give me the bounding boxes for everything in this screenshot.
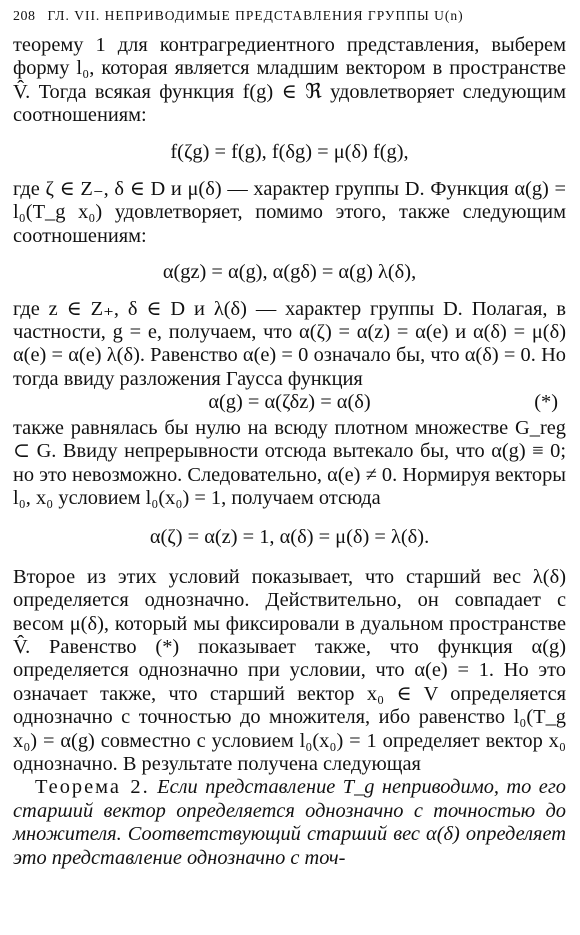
formula-3-tag: (*) — [534, 391, 558, 414]
formula-3-text: α(g) = α(ζδz) = α(δ) — [208, 391, 371, 414]
formula-1-text: f(ζg) = f(g), f(δg) = μ(δ) f(g), — [170, 140, 409, 163]
paragraph-2: где ζ ∈ Z₋, δ ∈ D и μ(δ) — характер группы D. Функция α(g) = l₀(T_g x₀) удовлетворяет, помимо этого, также следующим соотношениям: — [13, 178, 566, 247]
page-number: 208 — [13, 9, 36, 24]
formula-1 — [13, 141, 566, 164]
theorem-body: Если представление T_g неприводимо, то его старший вектор определяется однозначно с точностью до множителя. Соответствующий старший вес α(δ) определяет это представление однозначно с точ- — [13, 776, 566, 869]
running-header — [13, 8, 566, 34]
paragraph-5: Второе из этих условий показывает, что старший вес λ(δ) определяется однозначно. Действительно, он совпадает с весом μ(δ), который мы фиксировали в дуальном пространстве V̂. Равенство (*) показывает также, что функция α(g) определяется однозначно при условии, что α(e) = 1. Но это означает также, что старший вектор x₀ ∈ V определяется однозначно с точностью до множителя, ибо равенство l₀(T_g x₀) = α(g) совместно с условием l₀(x₀) = 1 определяет вектор x₀ однозначно. В результате получена следующая — [13, 565, 566, 775]
theorem-2 — [13, 776, 566, 870]
formula-2-text: α(gz) = α(g), α(gδ) = α(g) λ(δ), — [162, 261, 417, 284]
paragraph-4: также равнялась бы нулю на всюду плотном множестве G_reg ⊂ G. Ввиду непрерывности отсюда вытекало бы, что α(g) ≡ 0; но это невозможно. Следовательно, α(e) ≠ 0. Нормируя векторы l₀, x₀ условием l₀(x₀) = 1, получаем отсюда — [13, 416, 566, 509]
paragraph-1: теорему 1 для контрагредиентного представления, выберем форму l₀, которая является младшим вектором в пространстве V̂. Тогда всякая функция f(g) ∈ ℜ удовлетворяет следующим соотношениям: — [13, 34, 566, 127]
running-title: ГЛ. VII. НЕПРИВОДИМЫЕ ПРЕДСТАВЛЕНИЯ ГРУППЫ U(n) — [47, 8, 464, 23]
formula-2 — [13, 261, 566, 284]
paragraph-3: где z ∈ Z₊, δ ∈ D и λ(δ) — характер группы D. Полагая, в частности, g = e, получаем, что α(ζ) = α(z) = α(e) и α(δ) = μ(δ) α(e) = α(e) λ(δ). Равенство α(e) = 0 означало бы, что α(δ) = 0. Но тогда ввиду разложения Гаусса функция — [13, 297, 566, 390]
formula-3 — [13, 391, 566, 414]
formula-4 — [13, 526, 566, 549]
theorem-title: Теорема 2. — [35, 776, 150, 799]
formula-4-text: α(ζ) = α(z) = 1, α(δ) = μ(δ) = λ(δ). — [149, 526, 430, 549]
